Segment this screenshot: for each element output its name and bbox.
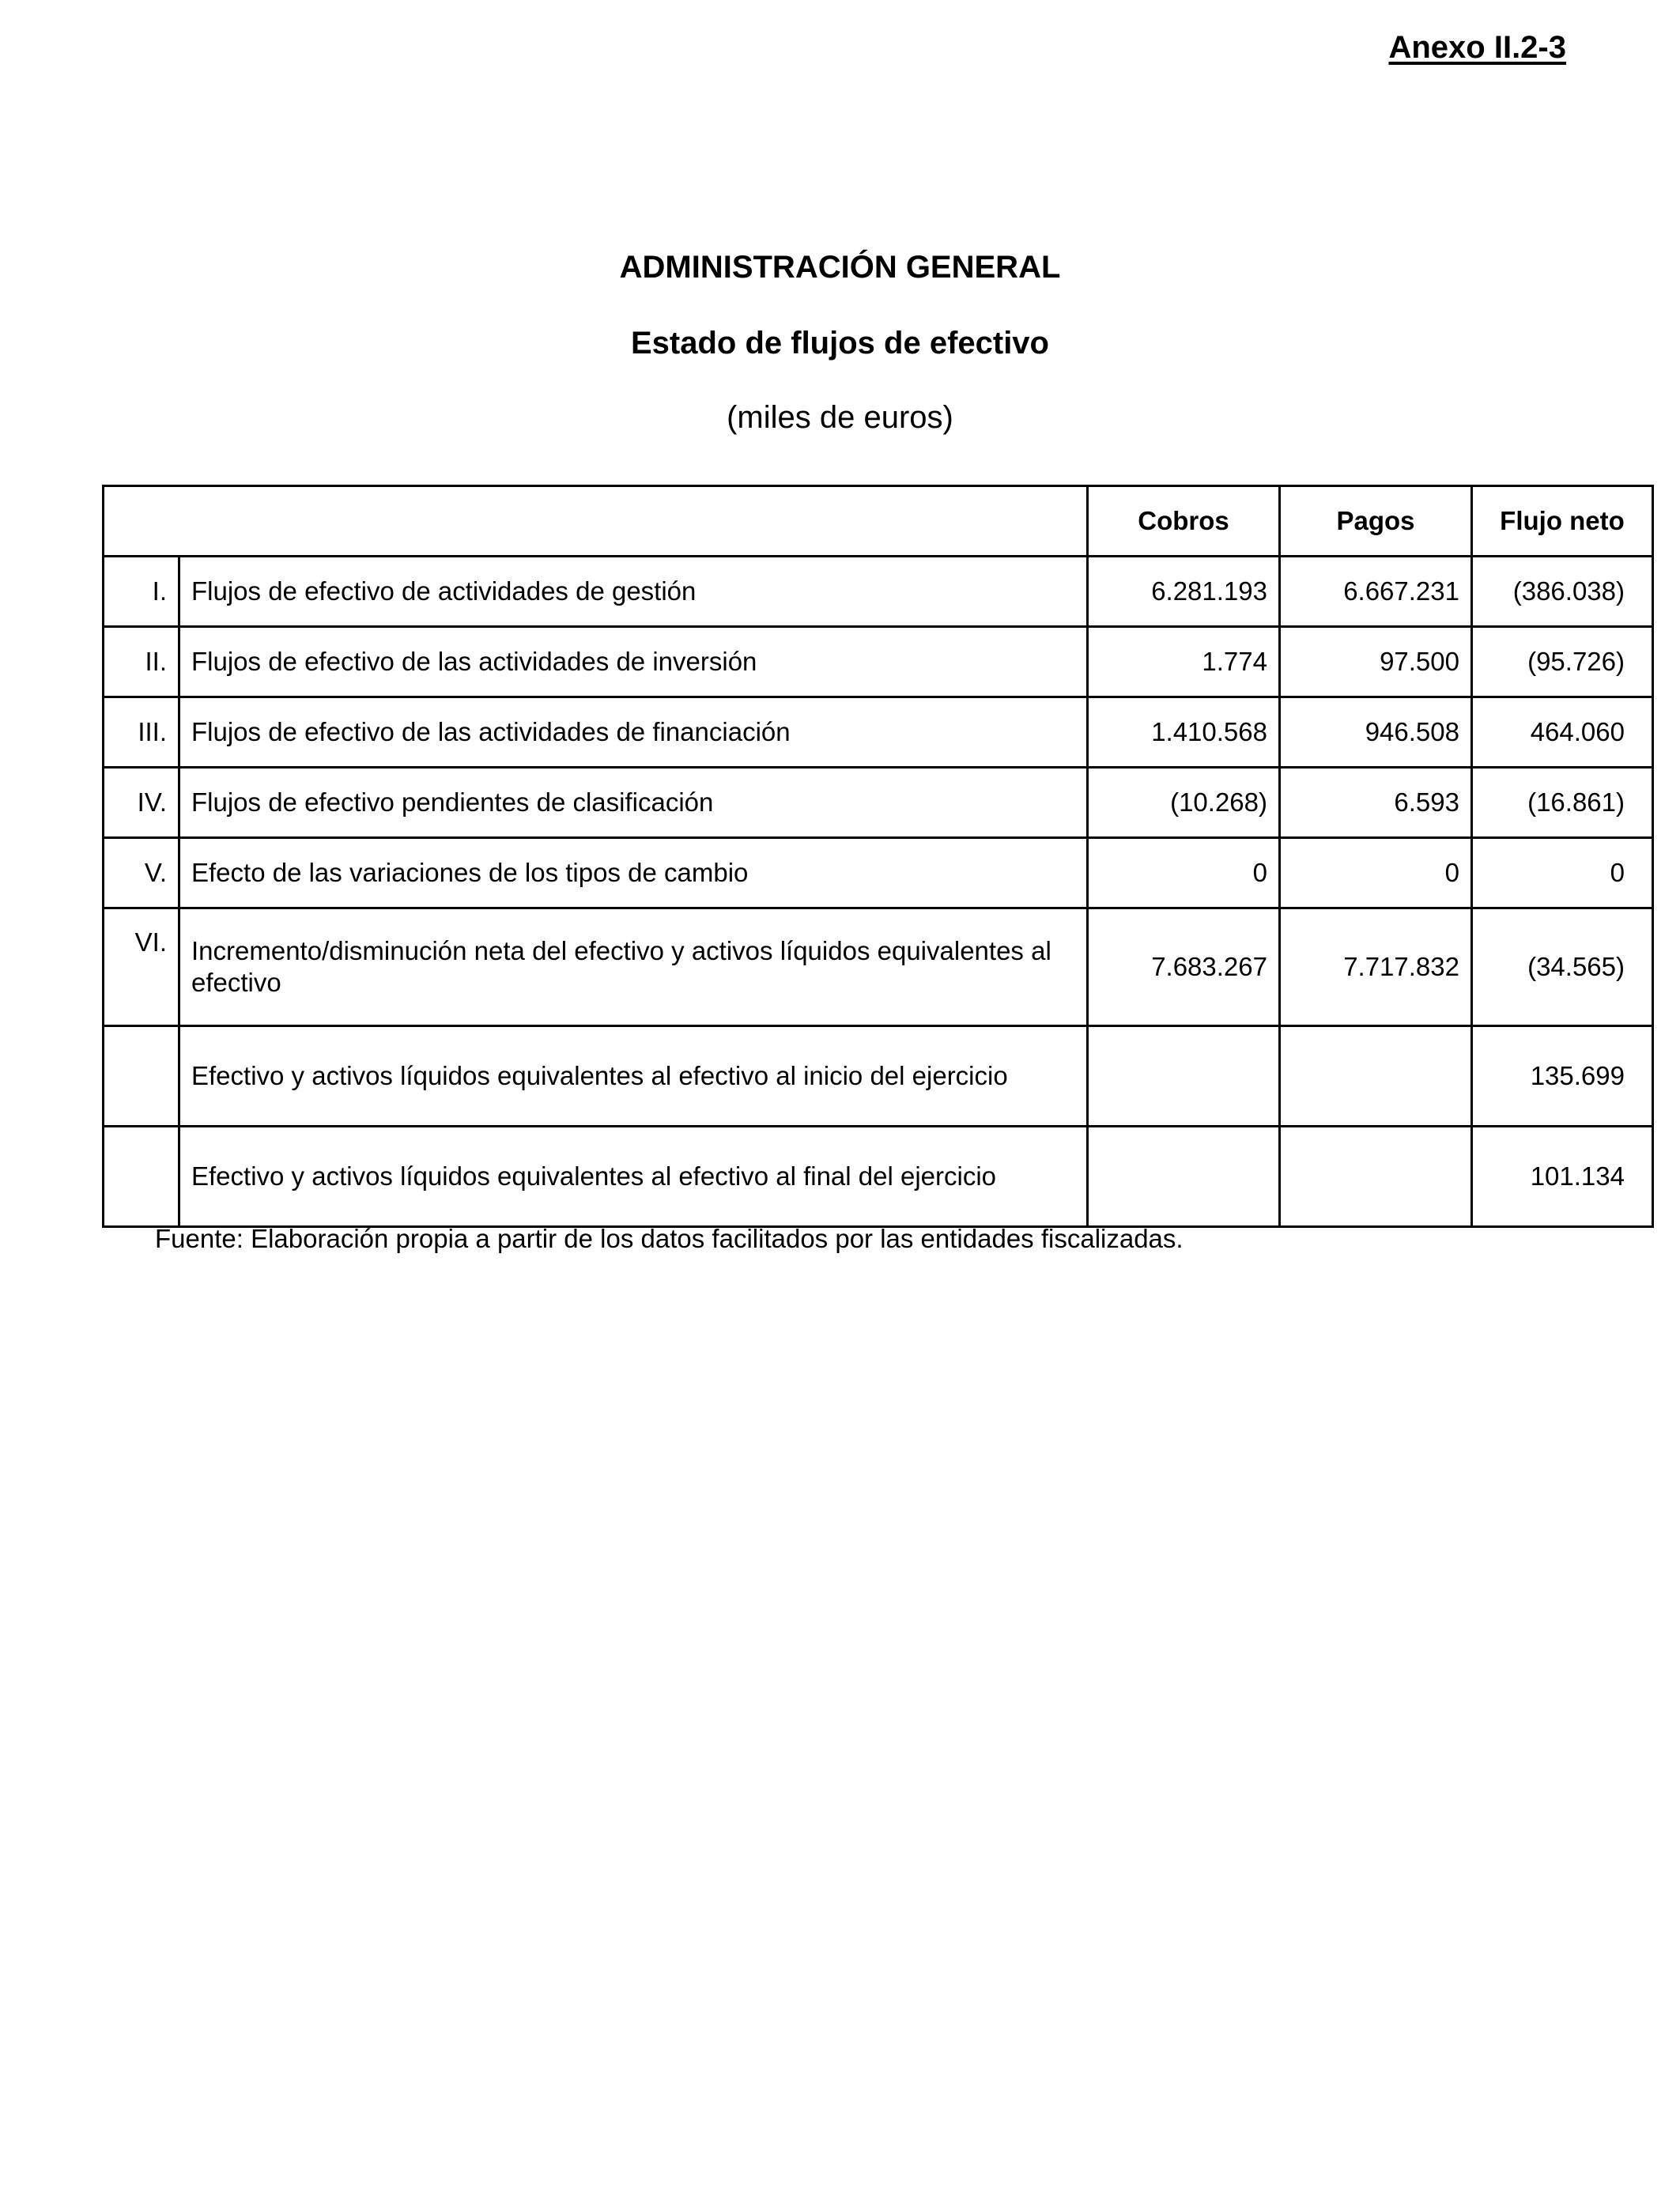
header-cobros: Cobros — [1088, 486, 1280, 557]
table-row — [104, 838, 1653, 908]
row-number: II. — [104, 627, 179, 697]
annex-label: Anexo II.2-3 — [1388, 30, 1566, 65]
row-flujo-neto: (386.038) — [1472, 557, 1653, 627]
row-pagos — [1280, 1127, 1472, 1227]
row-description: Flujos de efectivo de las actividades de inversión — [179, 627, 1088, 697]
row-description: Efectivo y activos líquidos equivalentes al efectivo al inicio del ejercicio — [179, 1026, 1088, 1127]
row-number: I. — [104, 557, 179, 627]
row-flujo-neto: 135.699 — [1472, 1026, 1653, 1127]
row-pagos: 6.667.231 — [1280, 557, 1472, 627]
row-flujo-neto: (16.861) — [1472, 768, 1653, 838]
header-blank-cell — [104, 486, 1088, 557]
table-row — [104, 557, 1653, 627]
row-flujo-neto: (34.565) — [1472, 908, 1653, 1026]
row-cobros: (10.268) — [1088, 768, 1280, 838]
row-number — [104, 1127, 179, 1227]
row-cobros: 1.410.568 — [1088, 697, 1280, 768]
row-pagos: 97.500 — [1280, 627, 1472, 697]
row-cobros: 6.281.193 — [1088, 557, 1280, 627]
row-flujo-neto: (95.726) — [1472, 627, 1653, 697]
table-row — [104, 908, 1653, 1026]
table-row — [104, 627, 1653, 697]
header-pagos: Pagos — [1280, 486, 1472, 557]
source-note: Fuente: Elaboración propia a partir de los datos facilitados por las entidades fiscalizadas. — [155, 1224, 1184, 1253]
row-flujo-neto: 464.060 — [1472, 697, 1653, 768]
row-flujo-neto: 0 — [1472, 838, 1653, 908]
header-flujo-neto: Flujo neto — [1472, 486, 1653, 557]
cash-flow-table — [102, 485, 1654, 1228]
row-cobros: 1.774 — [1088, 627, 1280, 697]
row-flujo-neto: 101.134 — [1472, 1127, 1653, 1227]
table-row — [104, 1127, 1653, 1227]
table-row — [104, 697, 1653, 768]
row-description: Flujos de efectivo pendientes de clasificación — [179, 768, 1088, 838]
page-subtitle: Estado de flujos de efectivo — [630, 326, 1049, 361]
row-description: Efecto de las variaciones de los tipos de cambio — [179, 838, 1088, 908]
row-pagos: 7.717.832 — [1280, 908, 1472, 1026]
row-number: VI. — [104, 908, 179, 1026]
row-number: IV. — [104, 768, 179, 838]
table-row — [104, 1026, 1653, 1127]
row-pagos — [1280, 1026, 1472, 1127]
row-number: III. — [104, 697, 179, 768]
row-description: Efectivo y activos líquidos equivalentes al efectivo al final del ejercicio — [179, 1127, 1088, 1227]
row-cobros: 7.683.267 — [1088, 908, 1280, 1026]
row-description: Incremento/disminución neta del efectivo y activos líquidos equivalentes al efectivo — [179, 908, 1088, 1026]
row-pagos: 0 — [1280, 838, 1472, 908]
row-number — [104, 1026, 179, 1127]
table-header-row — [104, 486, 1653, 557]
row-cobros: 0 — [1088, 838, 1280, 908]
page-title: ADMINISTRACIÓN GENERAL — [619, 250, 1061, 285]
row-description: Flujos de efectivo de las actividades de financiación — [179, 697, 1088, 768]
units-caption: (miles de euros) — [727, 400, 953, 435]
row-cobros — [1088, 1026, 1280, 1127]
row-pagos: 946.508 — [1280, 697, 1472, 768]
row-description: Flujos de efectivo de actividades de gestión — [179, 557, 1088, 627]
row-number: V. — [104, 838, 179, 908]
table-row — [104, 768, 1653, 838]
row-cobros — [1088, 1127, 1280, 1227]
row-pagos: 6.593 — [1280, 768, 1472, 838]
